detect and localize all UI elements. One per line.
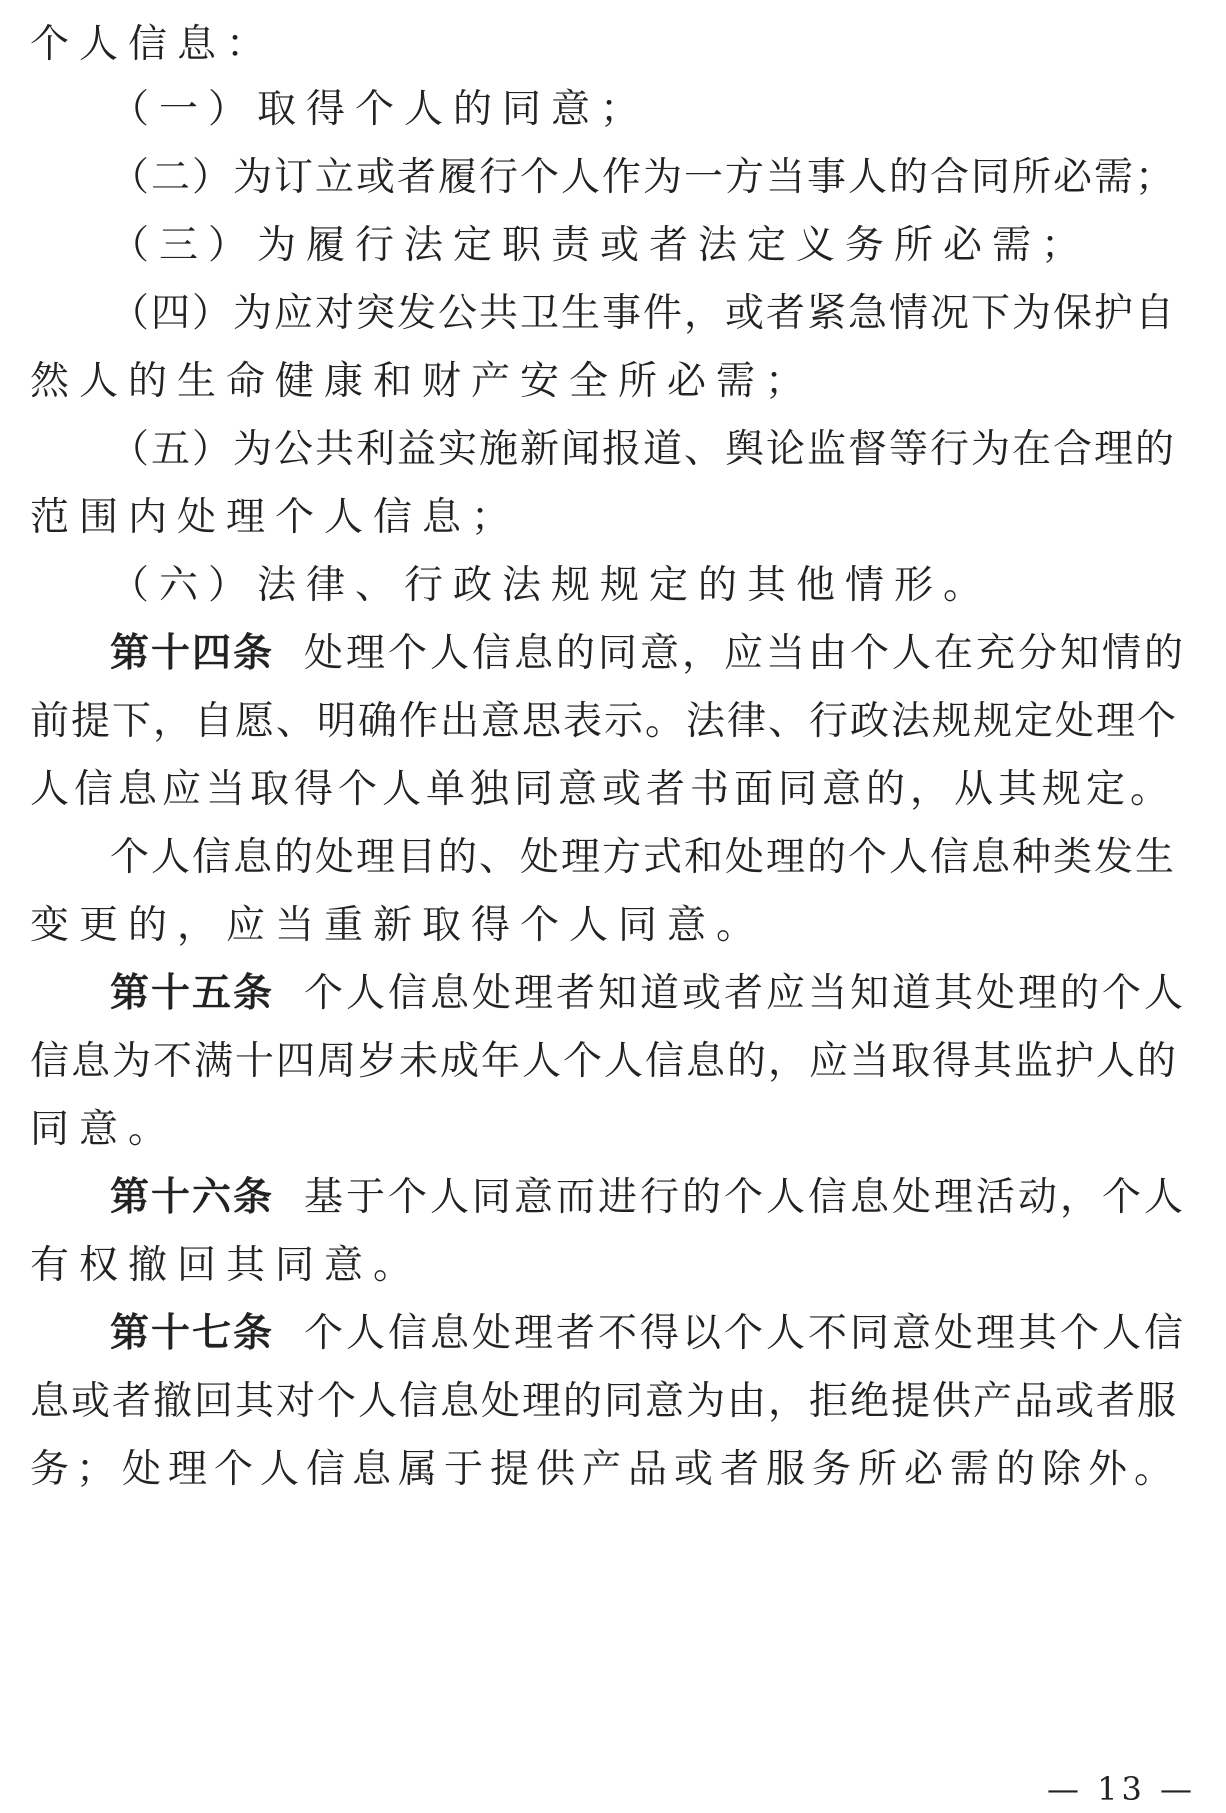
article-15-line-1: 第十五条 个人信息处理者知道或者应当知道其处理的个人 [110, 971, 1187, 1016]
article-14-line-3: 人信息应当取得个人单独同意或者书面同意的，从其规定。 [30, 767, 1175, 812]
list-item-2: （二）为订立或者履行个人作为一方当事人的合同所必需； [110, 155, 1177, 200]
text-line-1: 个人信息： [30, 22, 276, 67]
article-14-line-2: 前提下，自愿、明确作出意思表示。法律、行政法规规定处理个 [30, 699, 1179, 744]
list-item-3: （三）为履行法定职责或者法定义务所必需； [110, 223, 1091, 268]
list-item-5: （五）为公共利益实施新闻报道、舆论监督等行为在合理的 [110, 427, 1177, 472]
list-item-5-continuation: 范围内处理个人信息； [30, 495, 521, 540]
article-14-para-2-line-1: 个人信息的处理目的、处理方式和处理的个人信息种类发生 [110, 835, 1177, 880]
article-16-heading: 第十六条 [110, 1175, 275, 1220]
article-14-line-1: 第十四条 处理个人信息的同意，应当由个人在充分知情的 [110, 631, 1187, 676]
article-14-heading: 第十四条 [110, 631, 275, 676]
article-17-line-3: 务；处理个人信息属于提供产品或者服务所必需的除外。 [30, 1447, 1181, 1492]
article-15-line-3: 同意。 [30, 1107, 178, 1152]
article-17-heading: 第十七条 [110, 1311, 275, 1356]
page-number: — 13 — [1046, 1770, 1196, 1808]
list-item-6: （六）法律、行政法规规定的其他情形。 [110, 563, 993, 608]
article-17-line-1: 第十七条 个人信息处理者不得以个人不同意处理其个人信 [110, 1311, 1187, 1356]
list-item-4-continuation: 然人的生命健康和财产安全所必需； [30, 359, 815, 404]
article-16-line-2: 有权撤回其同意。 [30, 1243, 423, 1288]
article-17-line-2: 息或者撤回其对个人信息处理的同意为由，拒绝提供产品或者服 [30, 1379, 1179, 1424]
list-item-1: （一）取得个人的同意； [110, 87, 650, 132]
article-16-line-1: 第十六条 基于个人同意而进行的个人信息处理活动，个人 [110, 1175, 1187, 1220]
article-15-line-2: 信息为不满十四周岁未成年人个人信息的，应当取得其监护人的 [30, 1039, 1179, 1084]
article-15-heading: 第十五条 [110, 971, 275, 1016]
list-item-4: （四）为应对突发公共卫生事件，或者紧急情况下为保护自 [110, 291, 1177, 336]
article-14-para-2-line-2: 变更的，应当重新取得个人同意。 [30, 903, 766, 948]
